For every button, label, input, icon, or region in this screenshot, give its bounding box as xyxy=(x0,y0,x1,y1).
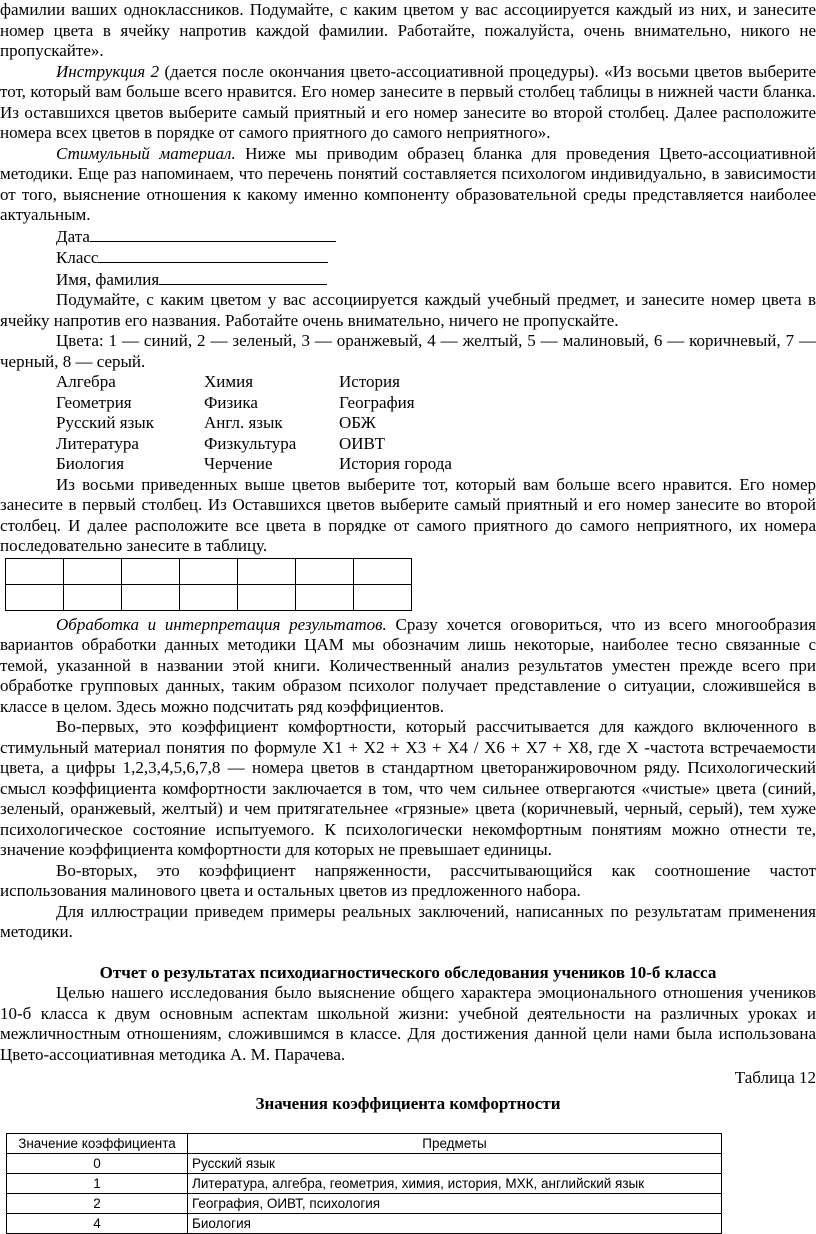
table-cell xyxy=(238,584,296,610)
subject-item: ОБЖ xyxy=(339,413,376,432)
subject-item: История города xyxy=(339,454,452,473)
table-row xyxy=(6,558,412,584)
paragraph-first: Во-первых, это коэффициент комфортности, который рассчитывается для каждого включенного в стимульный материал понятия по формуле Х1 + Х2 + Х3 + Х4 / Х6 + Х7 + Х8, где Х -частота встречаемости цвета, а цифры 1,2,3,4,5,6,7,8 — номера цветов в стандартном цветоранжировочном ряду. Психологический смысл коэффициента комфортности заключается в том, что чем сильнее отвергаются «чистые» цвета (синий, зеленый, оранжевый, желтый) и чем притягательнее «грязные» цвета (коричневый, черный, серый), тем хуже психологическое состояние испытуемого. К психологически некомфортным понятиям можно отнести те, значение коэффициента комфортности для которых не превышает единицы. xyxy=(0,717,816,859)
form-class-label: Класс xyxy=(56,248,99,267)
table-cell xyxy=(64,558,122,584)
subjects-cell: География, ОИВТ, психология xyxy=(188,1194,722,1214)
paragraph-intro: фамилии ваших одноклассников. Подумайте, с каким цветом у вас ассоциируется каждый из них, и занесите номер цвета в ячейку напротив каждой фамилии. Работайте, пожалуйста, очень внимательно, никого не пропускайте». xyxy=(0,0,816,60)
subjects-list xyxy=(0,372,816,475)
form-date-line xyxy=(0,226,816,248)
spacer xyxy=(0,1114,816,1133)
paragraph-processing xyxy=(0,615,816,718)
table-cell xyxy=(122,558,180,584)
subject-item: Физкультура xyxy=(204,433,297,453)
table-cell xyxy=(122,584,180,610)
table-header-row xyxy=(7,1134,722,1154)
table-cell xyxy=(354,584,412,610)
paragraph-think: Подумайте, с каким цветом у вас ассоциируется каждый учебный предмет, и занесите номер цвета в ячейку напротив его названия. Работайте очень внимательно, ничего не пропускайте. xyxy=(0,290,816,330)
subject-item: ОИВТ xyxy=(339,433,386,453)
subject-item: Физика xyxy=(204,392,258,412)
report-title: Отчет о результатах психодиагностического обследования учеников 10-б класса xyxy=(99,962,717,982)
table-cell xyxy=(6,558,64,584)
table-row xyxy=(7,1174,722,1194)
form-class-underline xyxy=(98,247,328,263)
paragraph-second: Во-вторых, это коэффициент напряженности, рассчитывающийся как соотношение частот использования малинового цвета и остальных цветов из предложенного набора. xyxy=(0,860,816,900)
table-cell xyxy=(238,558,296,584)
comfort-coefficient-table xyxy=(6,1133,722,1234)
coefficient-value: 0 xyxy=(7,1154,188,1174)
form-name-line xyxy=(0,269,816,291)
spacer xyxy=(0,943,816,963)
subjects-cell: Литература, алгебра, геометрия, химия, история, МХК, английский язык xyxy=(188,1174,722,1194)
table-cell xyxy=(180,558,238,584)
processing-text: Сразу хочется оговориться, что из всего многообразия вариантов обработки данных методики ЦАМ мы обозначим лишь некоторые, наиболее тесно связанные с темой, указанной в названии этой книги. Количественный анализ результатов уместен прежде всего при обработке групповых данных, таким образом психолог получает представление о ситуации, сложившейся в классе в целом. Здесь можно подсчитать ряд коэффициентов. xyxy=(0,614,816,716)
processing-label: Обработка и интерпретация результатов. xyxy=(56,614,387,634)
table-title: Значения коэффициента комфортности xyxy=(255,1093,561,1113)
table-row xyxy=(7,1154,722,1174)
form-name-label: Имя, фамилия xyxy=(56,269,160,289)
subject-item: Англ. язык xyxy=(204,413,283,432)
instruction-2-label: Инструкция 2 xyxy=(56,61,160,81)
stimulus-text: Ниже мы приводим образец бланка для проведения Цвето-ассоциативной методики. Еще раз напоминаем, что перечень понятий составляется психологом индивидуально, в зависимости от того, выяснение отношения к какому именно компоненту образовательной среды представляется наиболее актуальным. xyxy=(0,143,816,224)
table-cell xyxy=(180,584,238,610)
subject-item: Биология xyxy=(56,454,125,473)
table-cell xyxy=(6,584,64,610)
subjects-cell: Русский язык xyxy=(188,1154,722,1174)
coefficient-value: 2 xyxy=(7,1194,188,1214)
table-row xyxy=(7,1214,722,1234)
form-name-underline xyxy=(159,269,327,285)
subject-item: Черчение xyxy=(204,454,273,473)
subject-item: География xyxy=(339,392,415,412)
subjects-cell: Биология xyxy=(188,1214,722,1234)
table-number: Таблица 12 xyxy=(734,1068,816,1087)
table-cell xyxy=(296,558,354,584)
form-date-underline xyxy=(90,226,336,242)
subject-item: История xyxy=(339,372,400,391)
table-row xyxy=(7,1194,722,1214)
subject-item: Геометрия xyxy=(56,392,132,412)
paragraph-goal: Целью нашего исследования было выяснение общего характера эмоционального отношения учеников 10-б класса к двум основным аспектам школьной жизни: учебной деятельности на различных уроках и межличностным отношениям, сложившимся в классе. Для достижения данной цели нами была использована Цвето-ассоциативная методика А. М. Парачева. xyxy=(0,983,816,1064)
subject-item: Алгебра xyxy=(56,372,116,391)
color-order-table xyxy=(5,558,412,611)
table-cell xyxy=(354,558,412,584)
paragraph-choose: Из восьми приведенных выше цветов выберите тот, который вам больше всего нравится. Его номер занесите в первый столбец. Из Оставшихся цветов выберите самый приятный и его номер занесите во второй столбец. И далее расположите все цвета в порядке от самого приятного до самого неприятного, их номера последовательно занесите в таблицу. xyxy=(0,474,816,555)
table-cell xyxy=(64,584,122,610)
paragraph-illustration: Для иллюстрации приведем примеры реальных заключений, написанных по результатам применения методики. xyxy=(0,901,816,941)
coefficient-value: 4 xyxy=(7,1214,188,1234)
subject-item: Литература xyxy=(56,433,139,453)
column-header: Предметы xyxy=(188,1134,722,1154)
column-header: Значение коэффициента xyxy=(7,1134,188,1154)
instruction-2-text: (дается после окончания цвето-ассоциативной процедуры). «Из восьми цветов выберите тот, который вам больше всего нравится. Его номер занесите в первый столбец таблицы в нижней части бланка. Из оставшихся цветов выберите самый приятный и его номер занесите во второй столбец. Далее расположите номера всех цветов в порядке от самого приятного до самого неприятного». xyxy=(0,61,816,142)
form-date-label: Дата xyxy=(56,226,90,246)
subject-item: Химия xyxy=(204,372,254,391)
table-row xyxy=(6,584,412,610)
paragraph-colors: Цвета: 1 — синий, 2 — зеленый, 3 — оранжевый, 4 — желтый, 5 — малиновый, 6 — коричневый, 7 — черный, 8 — серый. xyxy=(0,331,816,371)
form-class-line xyxy=(0,247,816,269)
coefficient-value: 1 xyxy=(7,1174,188,1194)
paragraph-stimulus xyxy=(0,144,816,226)
table-cell xyxy=(296,584,354,610)
subject-item: Русский язык xyxy=(56,413,154,432)
stimulus-label: Стимульный материал. xyxy=(56,143,236,163)
paragraph-instruction-2 xyxy=(0,62,816,144)
